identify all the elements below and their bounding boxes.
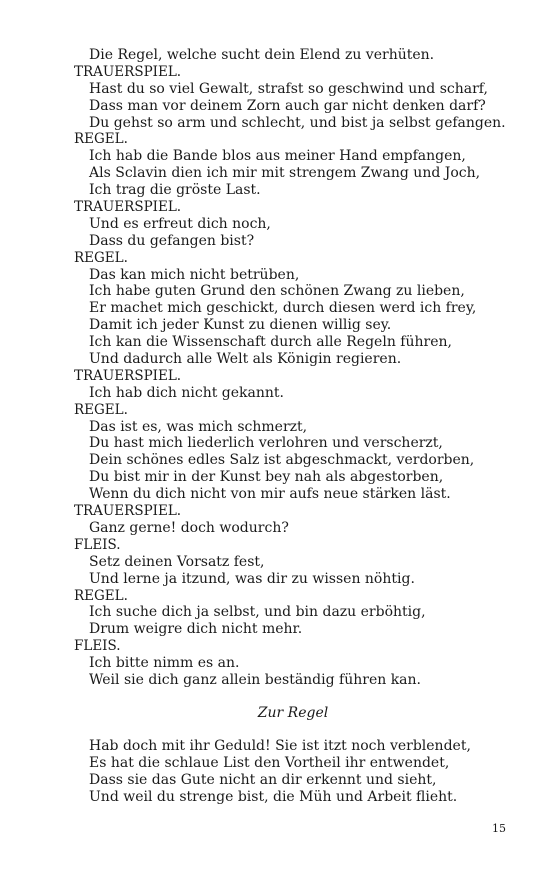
verse-line: Ich habe guten Grund den schönen Zwang zu lieben, xyxy=(89,283,465,300)
speaker-name: REGEL. xyxy=(74,401,128,418)
verse-line: Die Regel, welche sucht dein Elend zu verhüten. xyxy=(89,47,435,63)
verse-line: Ganz gerne! doch wodurch? xyxy=(89,519,289,536)
verse-line: Dass man vor deinem Zorn auch gar nicht denken darf? xyxy=(89,97,486,114)
verse-line: Und dadurch alle Welt als Königin regieren. xyxy=(89,351,402,368)
verse-line: Als Sclavin dien ich mir mit strengem Zwang und Joch, xyxy=(89,165,481,182)
verse-line: Setz deinen Vorsatz fest, xyxy=(89,553,265,570)
verse-line: Dass sie das Gute nicht an dir erkennt und sieht, xyxy=(89,771,437,788)
verse-line: Damit ich jeder Kunst zu dienen willig sey. xyxy=(89,317,392,334)
verse-line: Du hast mich liederlich verlohren und verscherzt, xyxy=(89,435,443,452)
speaker-name: TRAUERSPIEL. xyxy=(74,63,182,80)
verse-line: Und weil du strenge bist, die Müh und Arbeit flieht. xyxy=(89,788,458,805)
verse-line: Ich trag die gröste Last. xyxy=(89,182,261,199)
verse-line: Ich bitte nimm es an. xyxy=(89,655,240,672)
speaker-name: REGEL. xyxy=(74,587,128,604)
speaker-name: TRAUERSPIEL. xyxy=(74,199,182,216)
verse-line: Du gehst so arm und schlecht, und bist ja selbst gefangen. xyxy=(89,114,506,131)
speaker-name: REGEL. xyxy=(74,131,128,148)
verse-line: Wenn du dich nicht von mir aufs neue stärken läst. xyxy=(89,486,451,503)
closing-verse xyxy=(0,738,550,806)
verse-line: Hast du so viel Gewalt, strafst so geschwind und scharf, xyxy=(89,80,488,97)
verse-line: Und lerne ja itzund, was dir zu wissen nöhtig. xyxy=(89,570,415,587)
verse-line: Er machet mich geschickt, durch diesen werd ich frey, xyxy=(89,300,477,317)
verse-line: Du bist mir in der Kunst bey nah als abgestorben, xyxy=(89,469,444,486)
verse-line: Das ist es, was mich schmerzt, xyxy=(89,418,308,435)
verse-line: Hab doch mit ihr Geduld! Sie ist itzt noch verblendet, xyxy=(89,738,471,754)
verse-line: Es hat die schlaue List den Vortheil ihr entwendet, xyxy=(89,754,450,771)
verse-line: Ich kan die Wissenschaft durch alle Regeln führen, xyxy=(89,334,452,351)
speaker-name: TRAUERSPIEL. xyxy=(74,503,182,520)
page-number: 15 xyxy=(492,822,506,835)
speaker-name: FLEIS. xyxy=(74,638,121,655)
verse-line: Und es erfreut dich noch, xyxy=(89,215,271,232)
verse-line: Das kan mich nicht betrüben, xyxy=(89,266,300,283)
verse-line: Drum weigre dich nicht mehr. xyxy=(89,621,303,638)
speaker-name: REGEL. xyxy=(74,249,128,266)
verse-line: Ich hab dich nicht gekannt. xyxy=(89,384,284,401)
verse-line: Weil sie dich ganz allein beständig führen kan. xyxy=(89,671,421,688)
speaker-name: TRAUERSPIEL. xyxy=(74,367,182,384)
verse-line: Dass du gefangen bist? xyxy=(89,232,255,249)
stage-direction-text: Zur Regel xyxy=(257,705,329,721)
verse-line: Dein schönes edles Salz ist abgeschmackt, verdorben, xyxy=(89,452,475,469)
verse-line: Ich suche dich ja selbst, und bin dazu erböhtig, xyxy=(89,604,426,621)
stage-direction xyxy=(0,705,550,722)
dialogue-text xyxy=(0,47,550,689)
speaker-name: FLEIS. xyxy=(74,536,121,553)
verse-line: Ich hab die Bande blos aus meiner Hand empfangen, xyxy=(89,148,466,165)
